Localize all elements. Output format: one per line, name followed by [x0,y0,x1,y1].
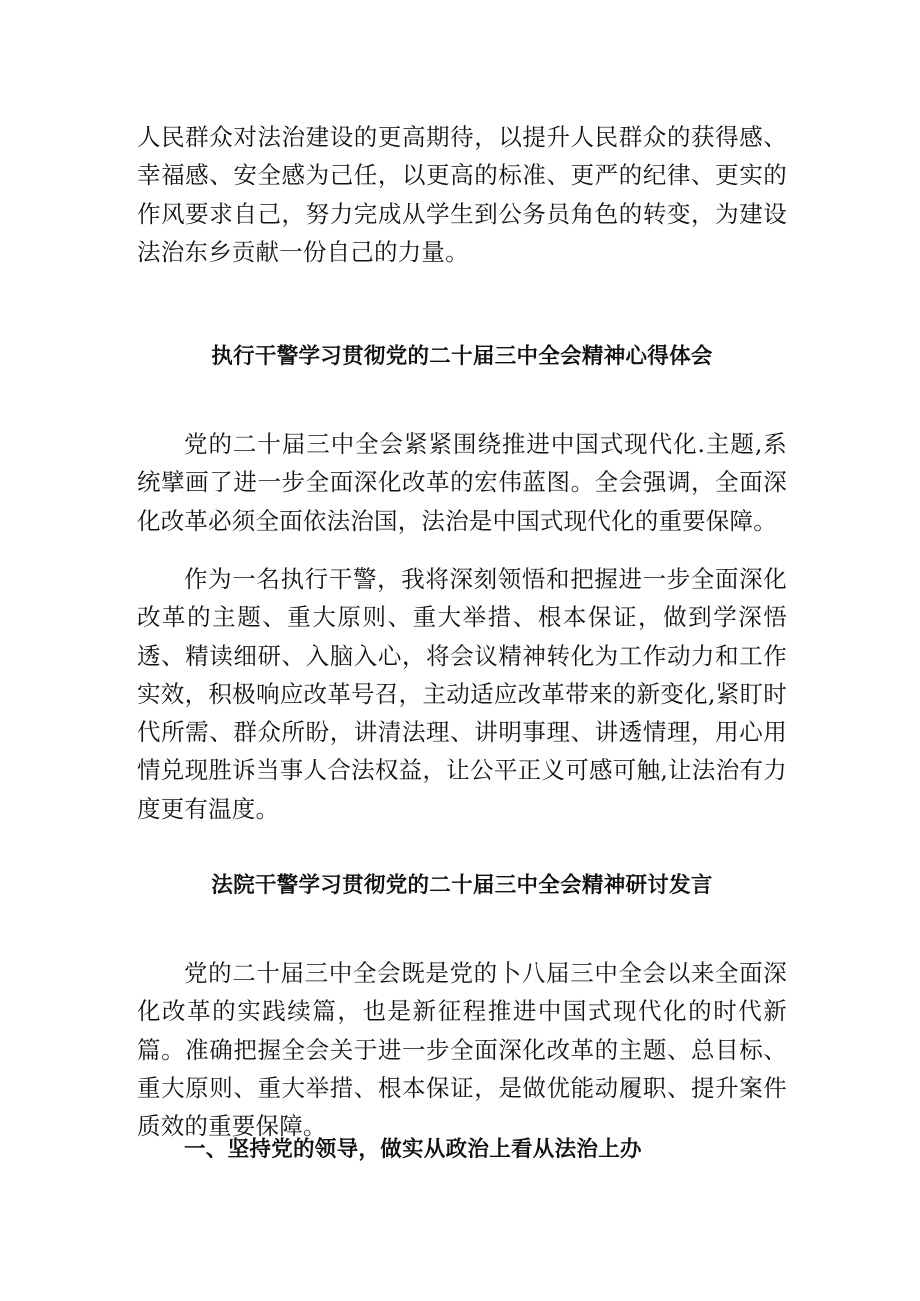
section-title: 法院干警学习贯彻党的二十届三中全会精神研讨发言 [211,873,713,898]
body-paragraph: 作为一名执行干警，我将深刻领悟和把握进一步全面深化改革的主题、重大原则、重大举措、根本保证，做到学深悟透、精读细研、入脑入心，将会议精神转化为工作动力和工作实效，积极响应改革号召，主动适应改革带来的新变化,紧盯时代所需、群众所盼，讲清法理、讲明事理、讲透情理，用心用情兑现胜诉当事人合法权益，让公平正义可感可触,让法治有力度更有温度。 [137,565,787,823]
body-paragraph: 党的二十届三中全会既是党的卜八届三中全会以来全面深化改革的实践续篇，也是新征程推进中国式现代化的时代新篇。准确把握全会关于进一步全面深化改革的主题、总目标、重大原则、重大举措、根本保证，是做优能动履职、提升案件质效的重要保障。 [137,959,787,1141]
section-title: 执行干警学习贯彻党的二十届三中全会精神心得体会 [211,344,713,369]
body-paragraph: 人民群众对法治建设的更高期待，以提升人民群众的获得感、幸福感、安全感为己任，以更高的标准、更严的纪律、更实的作风要求自己，努力完成从学生到公务员角色的转变，为建设法治东乡贡献一份自己的力量。 [137,123,787,266]
body-paragraph: 党的二十届三中全会紧紧围绕推进中国式现代化.主题,系统擘画了进一步全面深化改革的宏伟蓝图。全会强调，全面深化改革必须全面依法治国，法治是中国式现代化的重要保障。 [137,430,787,535]
subsection-heading: 一、坚持党的领导，做实从政治上看从法治上办 [184,1137,642,1162]
